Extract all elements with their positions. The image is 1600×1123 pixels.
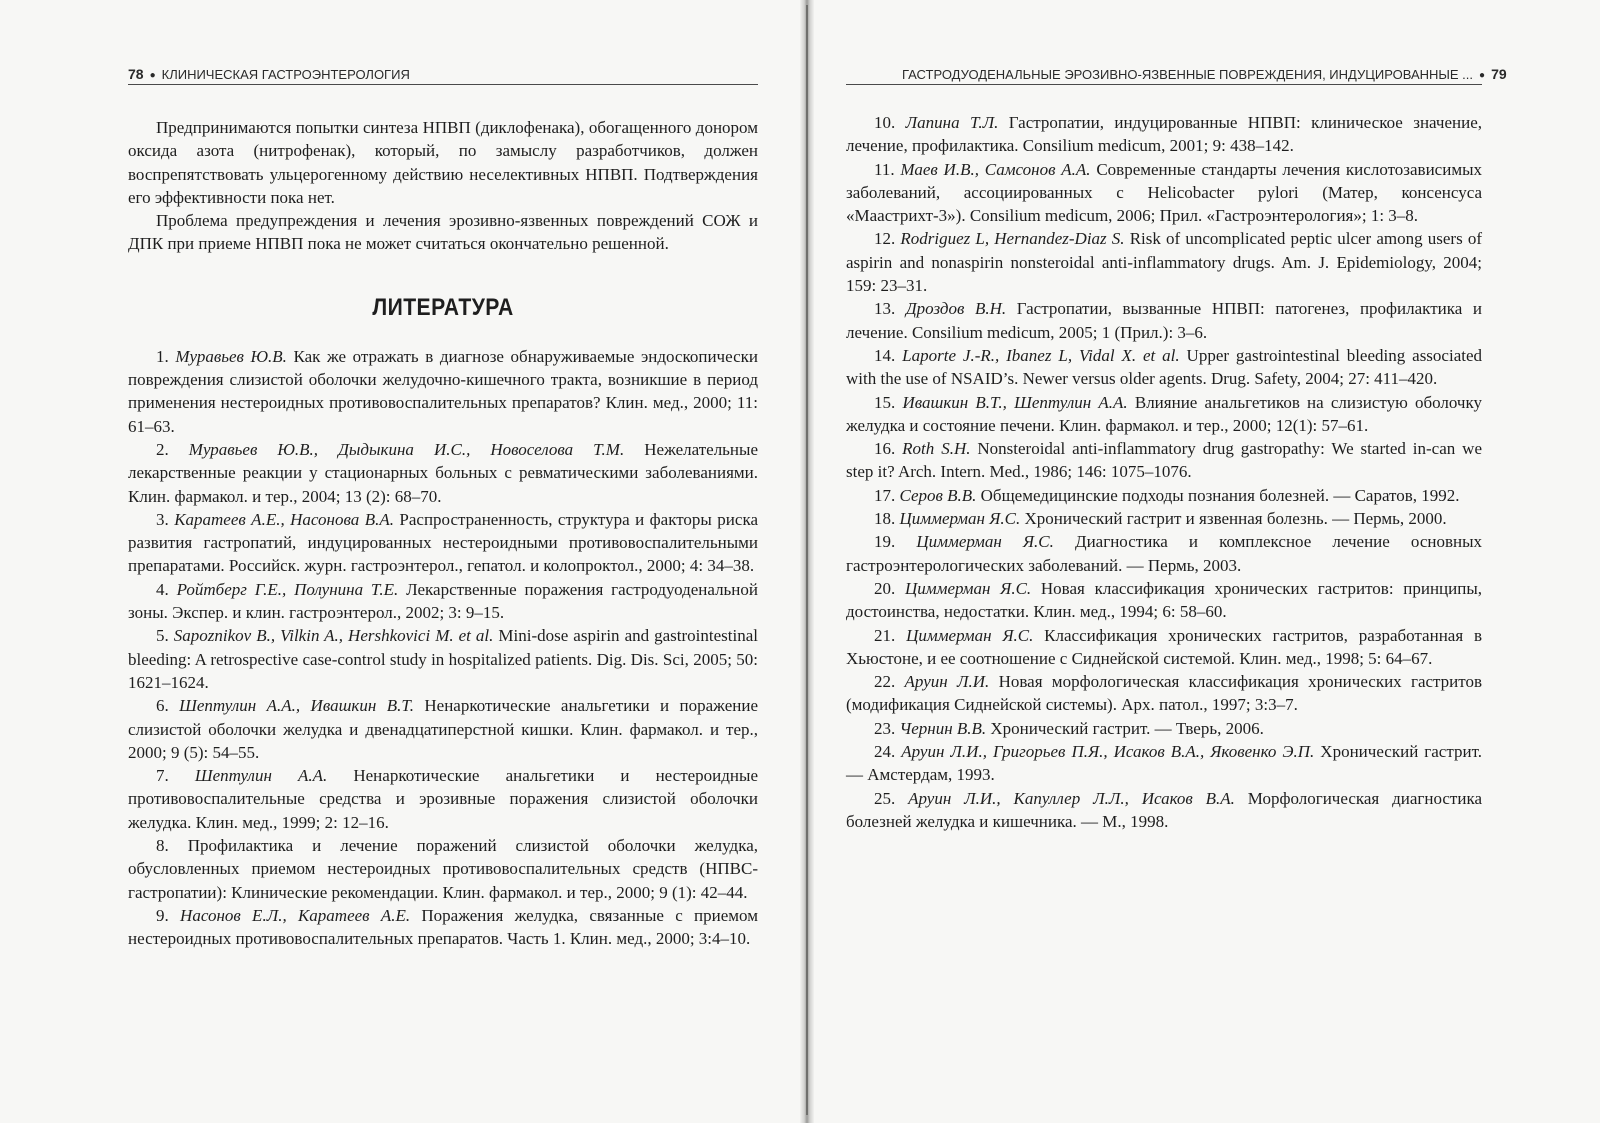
reference-number: 17. — [874, 485, 896, 505]
reference-number: 20. — [874, 578, 896, 598]
left-running-head — [128, 66, 758, 86]
reference-item — [846, 111, 1482, 158]
reference-number: 1. — [156, 346, 169, 366]
reference-item — [846, 484, 1482, 507]
right-running-head — [902, 66, 1507, 86]
reference-text: Как же отражать в диагнозе обнаруживаемые эндоскопически повреждения слизистой оболочки желудочно-кишечного тракта, возникшие в период применения нестероидных противовоспалительных препаратов? Клин. мед., 2000; 11: 61–63. — [128, 346, 758, 436]
reference-list-left — [128, 345, 758, 951]
right-page-number: 79 — [1491, 66, 1507, 82]
reference-item — [846, 787, 1482, 834]
reference-item — [128, 508, 758, 578]
reference-text: Новая классификация хронических гастритов: принципы, достоинства, недостатки. Клин. мед., 1994; 6: 58–60. — [846, 578, 1483, 622]
right-header-rule — [846, 84, 1482, 85]
reference-item — [846, 507, 1482, 530]
reference-number: 3. — [156, 509, 169, 529]
reference-text: Ненаркотические анальгетики и нестероидные противовоспалительные средства и эрозивные поражения слизистой оболочки желудка. Клин. мед., 1999; 2: 12–16. — [128, 766, 758, 832]
left-text-column — [128, 116, 758, 951]
reference-text: Хронический гастрит. — Амстердам, 1993. — [846, 742, 1482, 785]
reference-item — [128, 438, 758, 508]
right-running-head-title: ГАСТРОДУОДЕНАЛЬНЫЕ ЭРОЗИВНО-ЯЗВЕННЫЕ ПОВРЕЖДЕНИЯ, ИНДУЦИРОВАННЫЕ ... — [902, 67, 1474, 82]
reference-authors: Rodriguez L, Hernandez-Diaz S. — [900, 229, 1125, 249]
section-title: ЛИТЕРАТУРА — [372, 293, 514, 321]
reference-authors: Циммерман Я.С. — [904, 578, 1032, 598]
reference-number: 18. — [874, 509, 896, 529]
reference-text: Нежелательные лекарственные реакции у стационарных больных с ревматическими заболеваниями. Клин. фармакол. и тер., 2004; 13 (2): 68–70. — [128, 439, 758, 506]
reference-item — [128, 834, 758, 904]
reference-item — [846, 158, 1482, 228]
reference-number: 19. — [874, 532, 896, 552]
reference-number: 23. — [874, 718, 896, 738]
reference-item — [846, 670, 1482, 717]
gutter-fold-line — [806, 5, 808, 1115]
paragraph: Предпринимаются попытки синтеза НПВП (диклофенака), обогащенного донором оксида азота (нитрофенак), который, по замыслу разработчиков, должен воспрепятствовать ульцерогенному действию неселективных НПВП. Подтверждения его эффективности пока нет. — [128, 118, 758, 207]
reference-item — [846, 227, 1482, 297]
reference-text: Лекарственные поражения гастродуоденальной зоны. Экспер. и клин. гастроэнтерол., 2002; 3: 9–15. — [128, 579, 758, 623]
reference-authors: Лапина Т.Л. — [905, 113, 999, 132]
reference-item — [846, 391, 1482, 438]
reference-number: 9. — [156, 905, 169, 925]
reference-item — [846, 717, 1482, 740]
reference-item — [128, 904, 758, 951]
reference-item — [846, 624, 1482, 671]
reference-authors: Аруин Л.И. — [904, 672, 990, 692]
reference-number: 13. — [874, 299, 896, 319]
reference-number: 11. — [874, 159, 895, 179]
reference-item — [846, 297, 1482, 344]
reference-text: Новая морфологическая классификация хронических гастритов (модификация Сиднейской системы). Арх. патол., 1997; 3:3–7. — [846, 672, 1483, 715]
reference-text: Хронический гастрит и язвенная болезнь. — Пермь, 2000. — [1020, 509, 1447, 529]
reference-text: Распространенность, структура и факторы риска развития гастропатий, индуцированных нестероидными противовоспалительными препаратами. Российск. журн. гастроэнтерол., гепатол. и колопроктол., 2000; 4: 34–38. — [128, 509, 758, 576]
reference-item — [128, 345, 758, 438]
reference-authors: Шептулин А.А., Ивашкин В.Т. — [179, 696, 414, 716]
reference-number: 6. — [156, 696, 169, 716]
reference-number: 7. — [156, 766, 169, 786]
reference-text: Общемедицинские подходы познания болезней. — Саратов, 1992. — [976, 485, 1460, 505]
bullet-icon: ● — [149, 70, 156, 81]
reference-text: Морфологическая диагностика болезней желудка и кишечника. — М., 1998. — [846, 788, 1483, 831]
reference-authors: Sapoznikov B., Vilkin A., Hershkovici M. et al. — [173, 626, 494, 646]
reference-text: Диагностика и комплексное лечение основных гастроэнтерологических заболеваний. — Пермь, 2003. — [846, 532, 1483, 575]
reference-number: 22. — [874, 672, 896, 692]
reference-text: Поражения желудка, связанные с приемом нестероидных противовоспалительных препаратов. Часть 1. Клин. мед., 2000; 3:4–10. — [128, 905, 758, 949]
reference-list-right — [846, 111, 1482, 833]
reference-number: 5. — [156, 626, 169, 646]
reference-authors: Laporte J.-R., Ibanez L, Vidal X. et al. — [902, 345, 1180, 365]
reference-authors: Муравьев Ю.В. — [175, 346, 287, 366]
reference-item — [846, 740, 1482, 787]
right-text-column — [846, 111, 1482, 833]
reference-item — [846, 344, 1482, 391]
reference-number: 4. — [156, 579, 169, 599]
reference-authors: Каратеев А.Е., Насонова В.А. — [174, 509, 394, 529]
reference-item — [128, 694, 758, 764]
reference-authors: Циммерман Я.С. — [899, 509, 1021, 529]
paragraph: Проблема предупреждения и лечения эрозивно-язвенных повреждений СОЖ и ДПК при приеме НПВП пока не может считаться окончательно решенной. — [128, 211, 758, 254]
reference-text: Гастропатии, индуцированные НПВП: клиническое значение, лечение, профилактика. Consilium medicum, 2001; 9: 438–142. — [846, 113, 1482, 156]
reference-authors: Ивашкин В.Т., Шептулин А.А. — [902, 392, 1128, 412]
reference-text: Классификация хронических гастритов, разработанная в Хьюстоне, и ее соотношение с Сиднейской системой. Клин. мед., 1998; 5: 64–67. — [846, 625, 1483, 668]
reference-text: Современные стандарты лечения кислотозависимых заболеваний, ассоциированных с Helicobacter pylori (Матер, консенсуса «Маастрихт-3»). Consilium medicum, 2006; Прил. «Гастроэнтерология»; 1: 3–8. — [846, 159, 1483, 226]
reference-item — [128, 578, 758, 625]
reference-number: 24. — [874, 742, 896, 762]
reference-text: Mini-dose aspirin and gastrointestinal bleeding: A retrospective case-control study in hospitalized patients. Dig. Dis. Sci, 2005; 50: 1621–1624. — [128, 626, 758, 692]
reference-text: Nonsteroidal anti-inflammatory drug gastropathy: We started in-can we step it? Arch. Intern. Med., 1986; 146: 1075–1076. — [846, 439, 1482, 482]
reference-authors: Серов В.В. — [899, 485, 977, 505]
reference-authors: Муравьев Ю.В., Дыдыкина И.С., Новоселова Т.М. — [188, 439, 625, 459]
reference-authors: Насонов Е.Л., Каратеев А.Е. — [180, 905, 411, 925]
reference-number: 25. — [874, 788, 896, 808]
reference-authors: Roth S.H. — [902, 439, 971, 459]
reference-number: 16. — [874, 439, 896, 459]
reference-number: 21. — [874, 625, 896, 645]
reference-authors: Циммерман Я.С. — [916, 532, 1054, 552]
reference-text: Risk of uncomplicated peptic ulcer among users of aspirin and nonaspirin nonsteroidal anti-inflammatory drugs. Am. J. Epidemiology, 2004; 159: 23–31. — [846, 229, 1483, 296]
reference-authors: Маев И.В., Самсонов А.А. — [900, 159, 1091, 179]
reference-item — [846, 577, 1482, 624]
reference-number: 12. — [874, 229, 896, 249]
reference-authors: Чернин В.В. — [899, 718, 987, 738]
reference-text: Гастропатии, вызванные НПВП: патогенез, профилактика и лечение. Consilium medicum, 2005; 1 (Прил.): 3–6. — [846, 299, 1482, 342]
reference-item — [128, 624, 758, 694]
reference-item — [846, 437, 1482, 484]
reference-text: Профилактика и лечение поражений слизистой оболочки желудка, обусловленных приемом нестероидных противовоспалительных средств (НПВС-гастропатии): Клинические рекомендации. Клин. фармакол. и тер., 2000; 9 (1): 42–44. — [128, 836, 759, 902]
left-page-number: 78 — [128, 66, 144, 82]
reference-number: 15. — [874, 392, 896, 412]
reference-text: Upper gastrointestinal bleeding associated with the use of NSAID’s. Newer versus older agents. Drug. Safety, 2004; 27: 411–420. — [846, 345, 1483, 389]
reference-authors: Ройтберг Г.Е., Полунина Т.Е. — [176, 579, 399, 599]
left-running-head-title: КЛИНИЧЕСКАЯ ГАСТРОЭНТЕРОЛОГИЯ — [161, 67, 410, 82]
reference-item — [846, 530, 1482, 577]
reference-authors: Аруин Л.И., Григорьев П.Я., Исаков В.А., Яковенко Э.П. — [901, 742, 1315, 762]
reference-text: Ненаркотические анальгетики и поражение слизистой оболочки желудка и двенадцатиперстной кишки. Клин. фармакол. и тер., 2000; 9 (5): 54–55. — [128, 696, 758, 762]
reference-number: 2. — [156, 439, 169, 459]
reference-authors: Шептулин А.А. — [194, 766, 328, 786]
reference-item — [128, 764, 758, 834]
reference-authors: Аруин Л.И., Капуллер Л.Л., Исаков В.А. — [908, 788, 1235, 808]
reference-number: 10. — [874, 113, 896, 132]
bullet-icon: ● — [1479, 70, 1486, 81]
left-header-rule — [128, 84, 758, 85]
reference-text: Хронический гастрит. — Тверь, 2006. — [986, 718, 1264, 738]
reference-number: 8. — [156, 836, 169, 856]
reference-number: 14. — [874, 345, 896, 365]
reference-authors: Циммерман Я.С. — [906, 625, 1034, 645]
reference-authors: Дроздов В.Н. — [905, 299, 1007, 319]
reference-text: Влияние анальгетиков на слизистую оболочку желудка и состояние печени. Клин. фармакол. и тер., 2000; 12(1): 57–61. — [846, 392, 1482, 435]
